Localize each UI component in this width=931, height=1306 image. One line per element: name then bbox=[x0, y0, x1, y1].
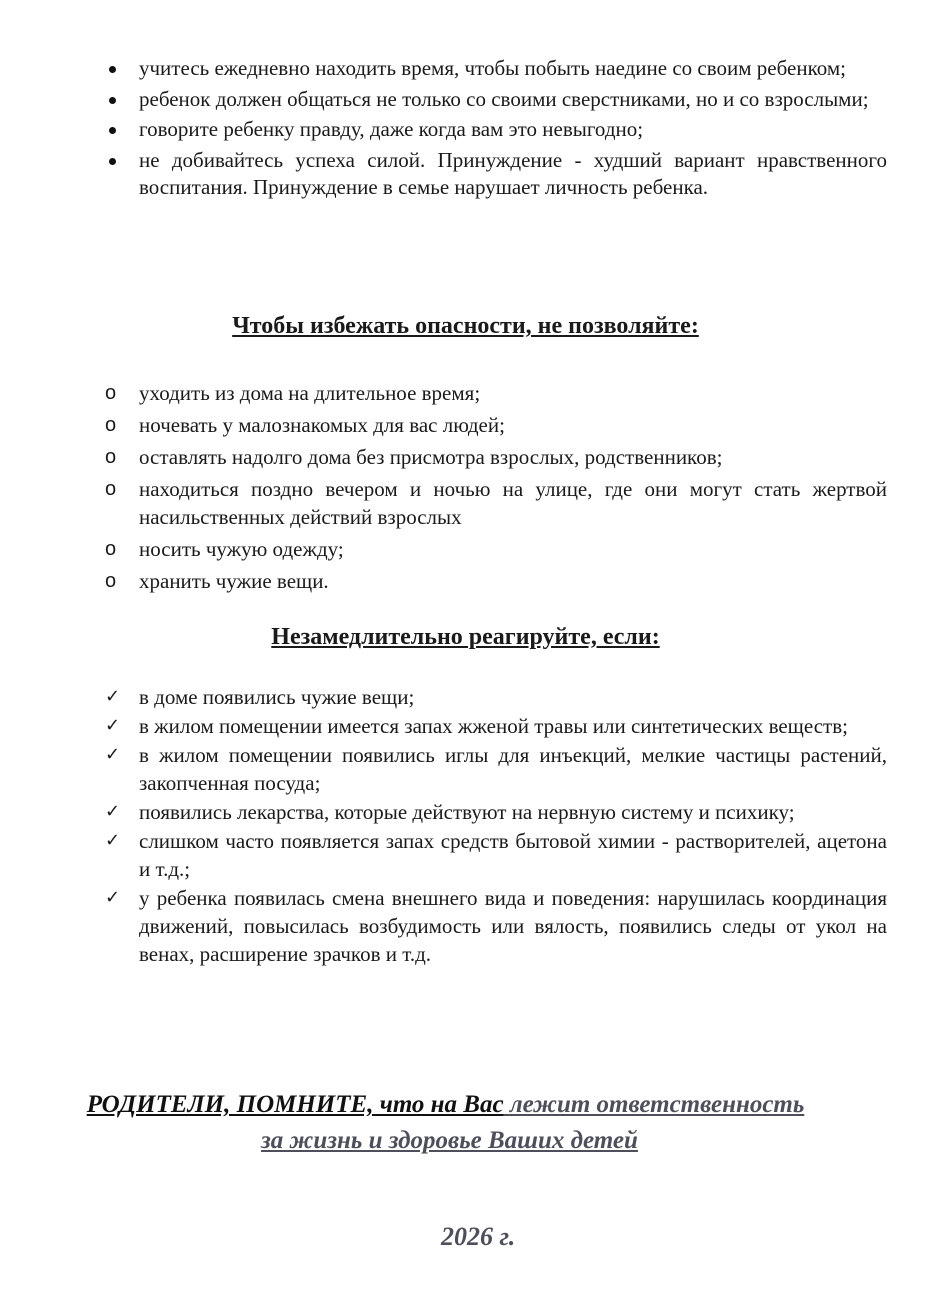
bullet-icon bbox=[109, 66, 116, 73]
circle-bullet-icon: o bbox=[105, 478, 117, 500]
parents-reminder-continuation: лежит ответственность bbox=[503, 1091, 805, 1118]
list-item bbox=[0, 741, 887, 797]
bullet-icon bbox=[109, 158, 116, 165]
circle-bullet-icon: o bbox=[105, 537, 117, 560]
list-item-text: оставлять надолго дома без присмотра взрослых, родственников; bbox=[139, 445, 723, 469]
advice-list bbox=[0, 55, 931, 205]
parents-reminder-text: за жизнь и здоровье Ваших детей bbox=[261, 1127, 638, 1154]
circle-bullet-icon: o bbox=[105, 446, 117, 468]
list-item bbox=[0, 798, 887, 826]
list-item-text: в доме появились чужие вещи; bbox=[139, 685, 415, 709]
parents-reminder-line-1 bbox=[0, 1091, 911, 1119]
checkmark-icon: ✓ bbox=[105, 744, 121, 765]
list-item bbox=[0, 116, 887, 144]
parents-reminder-emphasis: РОДИТЕЛИ, ПОМНИТЕ, что на Вас bbox=[86, 1091, 504, 1118]
section-heading-react: Незамедлительно реагируйте, если: bbox=[271, 624, 660, 650]
list-item bbox=[0, 884, 887, 968]
list-item-text: ночевать у малознакомых для вас людей; bbox=[139, 413, 505, 437]
list-item bbox=[0, 536, 887, 564]
list-item-text: носить чужую одежду; bbox=[139, 536, 344, 561]
list-item bbox=[0, 827, 887, 883]
year-label: 2026 г. bbox=[441, 1222, 516, 1251]
checkmark-icon: ✓ bbox=[105, 686, 121, 707]
dangers-list bbox=[0, 380, 931, 600]
circle-bullet-icon: o bbox=[105, 569, 117, 592]
checkmark-icon: ✓ bbox=[105, 801, 121, 822]
list-item bbox=[0, 412, 887, 440]
list-item-text: в жилом помещении имеется запах жженой травы или синтетических веществ; bbox=[139, 714, 848, 738]
checkmark-icon: ✓ bbox=[105, 715, 121, 736]
warning-signs-list bbox=[0, 683, 931, 969]
circle-bullet-icon: o bbox=[105, 414, 117, 436]
list-item-text: хранить чужие вещи. bbox=[139, 568, 329, 593]
list-item bbox=[0, 683, 887, 711]
list-item bbox=[0, 444, 887, 472]
bullet-icon bbox=[109, 127, 116, 134]
list-item-text: говорите ребенку правду, даже когда вам это невыгодно; bbox=[139, 117, 644, 141]
list-item bbox=[0, 380, 887, 408]
circle-bullet-icon: o bbox=[105, 382, 117, 404]
list-item bbox=[0, 476, 887, 531]
checkmark-icon: ✓ bbox=[105, 830, 121, 851]
list-item-text: ребенок должен общаться не только со своими сверстниками, но и со взрослыми; bbox=[139, 86, 869, 111]
list-item-text: в жилом помещении появились иглы для инъекций, мелкие частицы растений, закопченная посуда; bbox=[139, 743, 887, 795]
list-item-text: слишком часто появляется запах средств бытовой химии - растворителей, ацетона и т.д.; bbox=[139, 829, 887, 881]
list-item-text: появились лекарства, которые действуют на нервную систему и психику; bbox=[139, 800, 795, 824]
section-heading-dangers: Чтобы избежать опасности, не позволяйте: bbox=[232, 313, 699, 339]
list-item bbox=[0, 86, 887, 114]
list-item bbox=[0, 55, 887, 83]
list-item-text: уходить из дома на длительное время; bbox=[139, 381, 481, 405]
list-item-text: у ребенка появилась смена внешнего вида и поведения: нарушилась координация движений, повысилась возбудимость или вялость, появились следы от укол на венах, расширение зрачков и т.д. bbox=[139, 886, 887, 966]
list-item-text: находиться поздно вечером и ночью на улице, где они могут стать жертвой насильственных действий взрослых bbox=[139, 477, 887, 529]
list-item bbox=[0, 712, 887, 740]
list-item-text: не добивайтесь успеха силой. Принуждение - худший вариант нравственного воспитания. Принуждение в семье нарушает личность ребенка. bbox=[139, 147, 887, 199]
bullet-icon bbox=[109, 97, 116, 104]
parents-reminder-line-2 bbox=[0, 1127, 915, 1155]
list-item bbox=[0, 568, 887, 596]
checkmark-icon: ✓ bbox=[105, 887, 121, 908]
list-item bbox=[0, 147, 887, 202]
list-item-text: учитесь ежедневно находить время, чтобы побыть наедине со своим ребенком; bbox=[139, 56, 846, 80]
